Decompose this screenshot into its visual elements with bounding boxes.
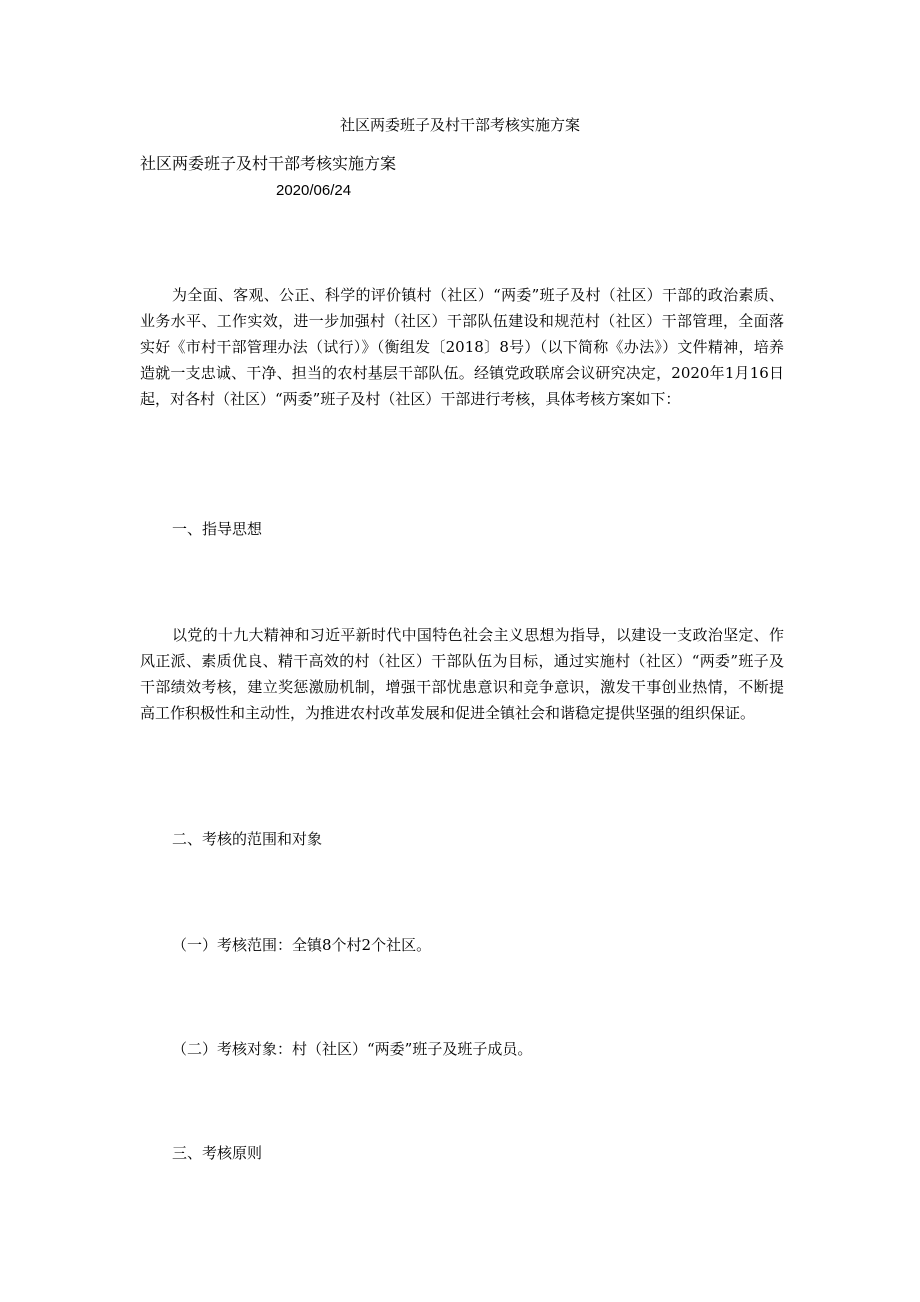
- page-title: 社区两委班子及村干部考核实施方案: [339, 116, 580, 134]
- intro-paragraph: 为全面、客观、公正、科学的评价镇村（社区）“两委”班子及村（社区）干部的政治素质、业务水平、工作实效，进一步加强村（社区）干部队伍建设和规范村（社区）干部管理，全面落实好《市村干部管理办法（试行）》（衡组发〔2018〕8号）（以下简称《办法》）文件精神，培养造就一支忠诚、干净、担当的农村基层干部队伍。经镇党政联席会议研究决定，2020年1月16日起，对各村（社区）“两委”班子及村（社区）干部进行考核，具体考核方案如下：: [140, 286, 784, 408]
- section2-item-scope: （一）考核范围：全镇8个村2个社区。: [172, 936, 432, 954]
- document-date: 2020/06/24: [276, 182, 352, 199]
- section1-heading: 一、指导思想: [172, 520, 263, 538]
- document-subtitle: 社区两委班子及村干部考核实施方案: [140, 154, 397, 173]
- section2-heading: 二、考核的范围和对象: [172, 830, 323, 848]
- section3-heading: 三、考核原则: [172, 1144, 263, 1162]
- section2-item-targets: （二）考核对象：村（社区）“两委”班子及班子成员。: [172, 1040, 533, 1058]
- section1-paragraph: 以党的十九大精神和习近平新时代中国特色社会主义思想为指导，以建设一支政治坚定、作风正派、素质优良、精干高效的村（社区）干部队伍为目标，通过实施村（社区）“两委”班子及干部绩效考核，建立奖惩激励机制，增强干部忧患意识和竞争意识，激发干事创业热情，不断提高工作积极性和主动性，为推进农村改革发展和促进全镇社会和谐稳定提供坚强的组织保证。: [140, 626, 784, 722]
